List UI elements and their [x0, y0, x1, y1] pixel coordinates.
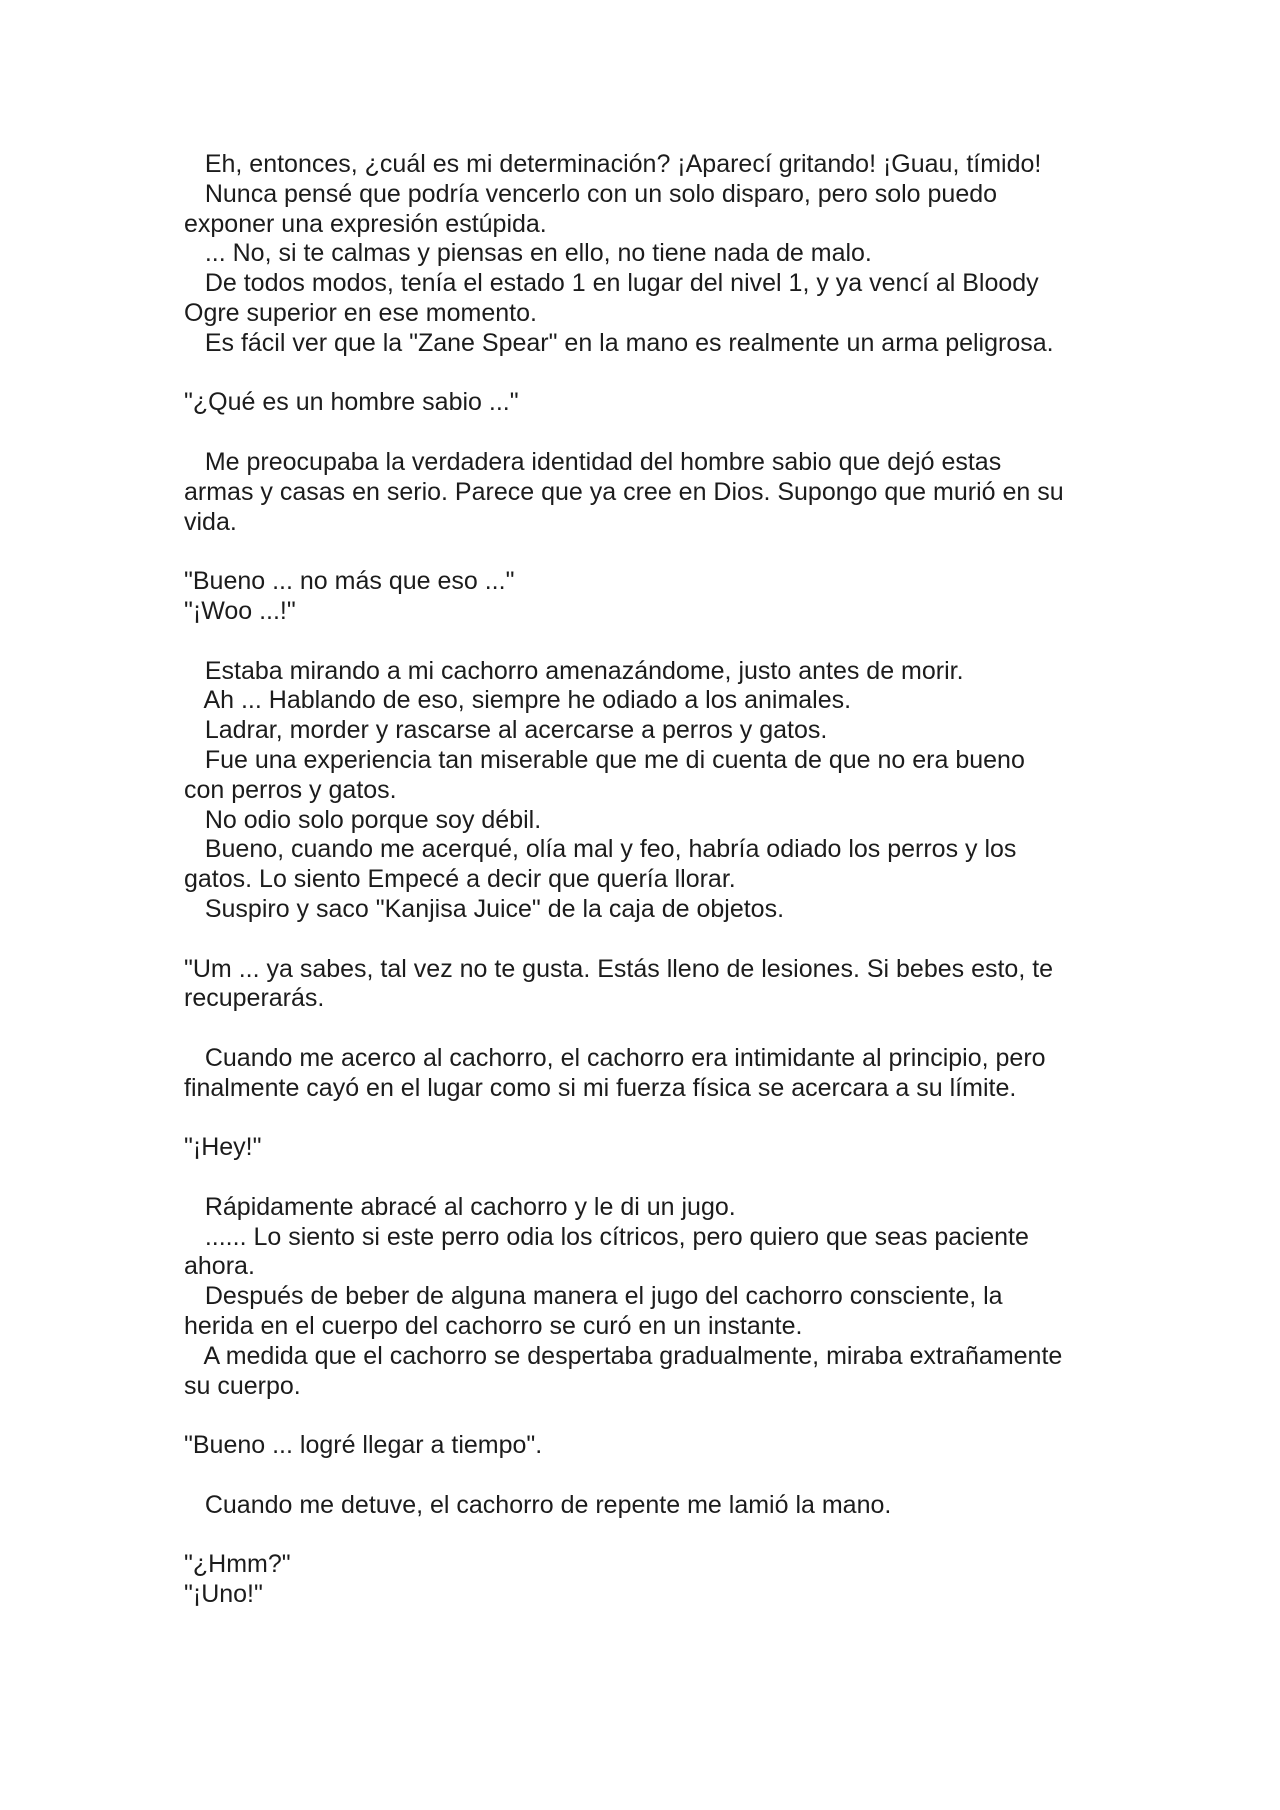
text-line: "¡Woo ...!"	[184, 596, 296, 625]
text-line: ...... Lo siento si este perro odia los cítricos, pero quiero que seas paciente	[184, 1222, 1029, 1251]
text-line: "Bueno ... no más que eso ..."	[184, 567, 515, 596]
blank-line	[184, 627, 1104, 657]
text-line: con perros y gatos.	[184, 775, 397, 804]
text-line: su cuerpo.	[184, 1371, 301, 1400]
text-line: recuperarás.	[184, 984, 325, 1013]
text-line: Eh, entonces, ¿cuál es mi determinación? ¡Aparecí gritando! ¡Guau, tímido!	[184, 150, 1042, 178]
text-line: "¿Hmm?"	[184, 1550, 291, 1579]
text-line: armas y casas en serio. Parece que ya cree en Dios. Supongo que murió en su	[184, 477, 1064, 506]
text-line: ... No, si te calmas y piensas en ello, no tiene nada de malo.	[184, 239, 872, 268]
text-line: Ogre superior en ese momento.	[184, 298, 537, 327]
text-line: Fue una experiencia tan miserable que me di cuenta de que no era bueno	[184, 745, 1025, 774]
text-line: gatos. Lo siento Empecé a decir que quería llorar.	[184, 865, 736, 894]
text-line: Cuando me acerco al cachorro, el cachorro era intimidante al principio, pero	[184, 1043, 1046, 1072]
blank-line	[184, 418, 1104, 448]
text-line: Cuando me detuve, el cachorro de repente me lamió la mano.	[184, 1490, 892, 1519]
blank-line	[184, 1461, 1104, 1491]
text-line: vida.	[184, 507, 237, 536]
blank-line	[184, 1521, 1104, 1551]
text-line: Bueno, cuando me acerqué, olía mal y feo, habría odiado los perros y los	[184, 835, 1017, 864]
text-line: "¿Qué es un hombre sabio ..."	[184, 388, 519, 417]
text-line: herida en el cuerpo del cachorro se curó en un instante.	[184, 1312, 803, 1341]
blank-line	[184, 1104, 1104, 1134]
text-line: Rápidamente abracé al cachorro y le di un jugo.	[184, 1192, 736, 1221]
text-line: Suspiro y saco "Kanjisa Juice" de la caja de objetos.	[184, 894, 785, 923]
blank-line	[184, 359, 1104, 389]
blank-line	[184, 537, 1104, 567]
text-line: "¡Hey!"	[184, 1133, 262, 1162]
text-line: Después de beber de alguna manera el jugo del cachorro consciente, la	[184, 1282, 1003, 1311]
text-line: Es fácil ver que la "Zane Spear" en la mano es realmente un arma peligrosa.	[184, 328, 1054, 357]
blank-line	[184, 1163, 1104, 1193]
text-line: No odio solo porque soy débil.	[184, 805, 542, 834]
text-line: finalmente cayó en el lugar como si mi fuerza física se acercara a su límite.	[184, 1073, 1017, 1102]
text-line: ahora.	[184, 1252, 255, 1281]
text-line: De todos modos, tenía el estado 1 en lugar del nivel 1, y ya vencí al Bloody	[184, 269, 1039, 298]
blank-line	[184, 1014, 1104, 1044]
text-line: "Bueno ... logré llegar a tiempo".	[184, 1431, 543, 1460]
text-line: Ladrar, morder y rascarse al acercarse a perros y gatos.	[184, 716, 828, 745]
text-line: "Um ... ya sabes, tal vez no te gusta. Estás lleno de lesiones. Si bebes esto, te	[184, 954, 1054, 983]
blank-line	[184, 925, 1104, 955]
blank-line	[184, 1401, 1104, 1431]
text-line: exponer una expresión estúpida.	[184, 209, 547, 238]
text-line: Estaba mirando a mi cachorro amenazándome, justo antes de morir.	[184, 656, 964, 685]
text-line: A medida que el cachorro se despertaba gradualmente, miraba extrañamente	[184, 1341, 1063, 1370]
text-line: Me preocupaba la verdadera identidad del hombre sabio que dejó estas	[184, 447, 1002, 476]
text-line: Nunca pensé que podría vencerlo con un solo disparo, pero solo puedo	[184, 179, 998, 208]
text-line: Ah ... Hablando de eso, siempre he odiado a los animales.	[184, 686, 852, 715]
text-line: "¡Uno!"	[184, 1580, 263, 1609]
body-text	[184, 150, 1104, 1610]
